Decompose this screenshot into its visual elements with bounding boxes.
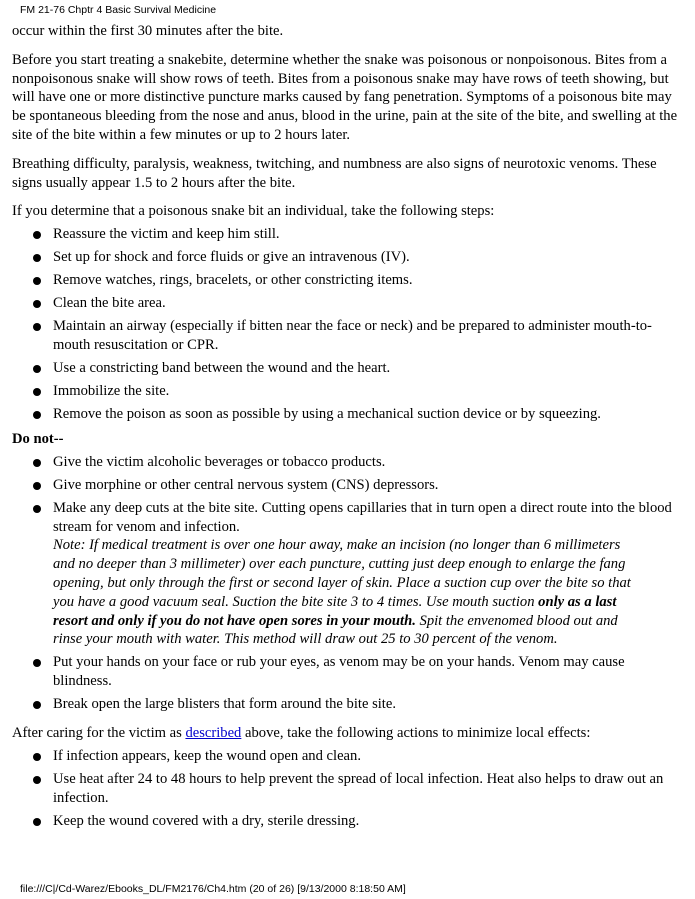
page-footer: file:///C|/Cd-Warez/Ebooks_DL/FM2176/Ch4.htm (20 of 26) [9/13/2000 8:18:50 AM]: [20, 883, 406, 895]
list-item: Set up for shock and force fluids or give an intravenous (IV).: [12, 248, 684, 267]
list-item: Give morphine or other central nervous system (CNS) depressors.: [12, 476, 684, 495]
paragraph-after-care: [12, 724, 684, 743]
list-item: Break open the large blisters that form around the bite site.: [12, 695, 684, 714]
list-item: If infection appears, keep the wound open and clean.: [12, 747, 684, 766]
paragraph-neurotoxic-signs: Breathing difficulty, paralysis, weakness, twitching, and numbness are also signs of neurotoxic venoms. These signs usually appear 1.5 to 2 hours after the bite.: [12, 155, 657, 191]
list-item: Make any deep cuts at the bite site. Cutting opens capillaries that in turn open a direct route into the blood stream for venom and infection.: [12, 499, 684, 537]
paragraph-intro: occur within the first 30 minutes after the bite.: [12, 23, 284, 39]
incision-note: [12, 536, 641, 649]
list-item: Remove the poison as soon as possible by using a mechanical suction device or by squeezing.: [12, 405, 684, 424]
do-not-list: [12, 453, 684, 537]
list-item: Clean the bite area.: [12, 294, 684, 313]
described-link[interactable]: described: [185, 724, 242, 741]
document-body: [12, 22, 684, 830]
after-care-text-end: above, take the following actions to minimize local effects:: [241, 724, 591, 741]
list-item: Immobilize the site.: [12, 382, 684, 401]
list-item: Give the victim alcoholic beverages or tobacco products.: [12, 453, 684, 472]
list-item: Keep the wound covered with a dry, sterile dressing.: [12, 812, 684, 831]
paragraph-steps-intro: If you determine that a poisonous snake bit an individual, take the following steps:: [12, 203, 495, 220]
treatment-steps-list: [12, 225, 684, 423]
note-warning-bold: only as a last resort and only if you do not have open sores in your mouth.: [53, 593, 617, 629]
list-item: Remove watches, rings, bracelets, or other constricting items.: [12, 271, 684, 290]
list-item: Use a constricting band between the wound and the heart.: [12, 359, 684, 378]
do-not-list-continued: [12, 653, 684, 714]
list-item: Maintain an airway (especially if bitten near the face or neck) and be prepared to administer mouth-to-mouth resuscitation or CPR.: [12, 317, 684, 355]
page-header: FM 21-76 Chptr 4 Basic Survival Medicine: [20, 4, 217, 16]
list-item: Use heat after 24 to 48 hours to help prevent the spread of local infection. Heat also helps to draw out an infection.: [12, 770, 684, 808]
local-effects-list: [12, 747, 684, 831]
note-text-start: Note: If medical treatment is over one hour away, make an incision (no longer than 6 millimeters and no deeper than 3 millimeter) over each puncture, cutting just deep enough to enlarge the fang opening, but only through the first or second layer of skin. Place a suction cup over the bite so that you have a good vacuum seal. Suction the bite site 3 to 4 times. Use mouth suction: [53, 537, 631, 610]
paragraph-identify-snake: Before you start treating a snakebite, determine whether the snake was poisonous or nonpoisonous. Bites from a nonpoisonous snake will show rows of teeth. Bites from a poisonous snake may have rows of teeth showing, but will have one or more distinctive puncture marks caused by fang penetration. Symptoms of a poisonous bite may be spontaneous bleeding from the nose and anus, blood in the urine, pain at the site of the bite, and swelling at the site of the bite within a few minutes or up to 2 hours later.: [12, 51, 678, 143]
list-item: Put your hands on your face or rub your eyes, as venom may be on your hands. Venom may cause blindness.: [12, 653, 684, 691]
after-care-text-start: After caring for the victim as: [12, 724, 186, 741]
list-item: Reassure the victim and keep him still.: [12, 225, 684, 244]
note-text-end: Spit the envenomed blood out and rinse your mouth with water. This method will draw out 25 to 30 percent of the venom.: [53, 612, 618, 648]
do-not-heading: Do not--: [12, 430, 64, 447]
